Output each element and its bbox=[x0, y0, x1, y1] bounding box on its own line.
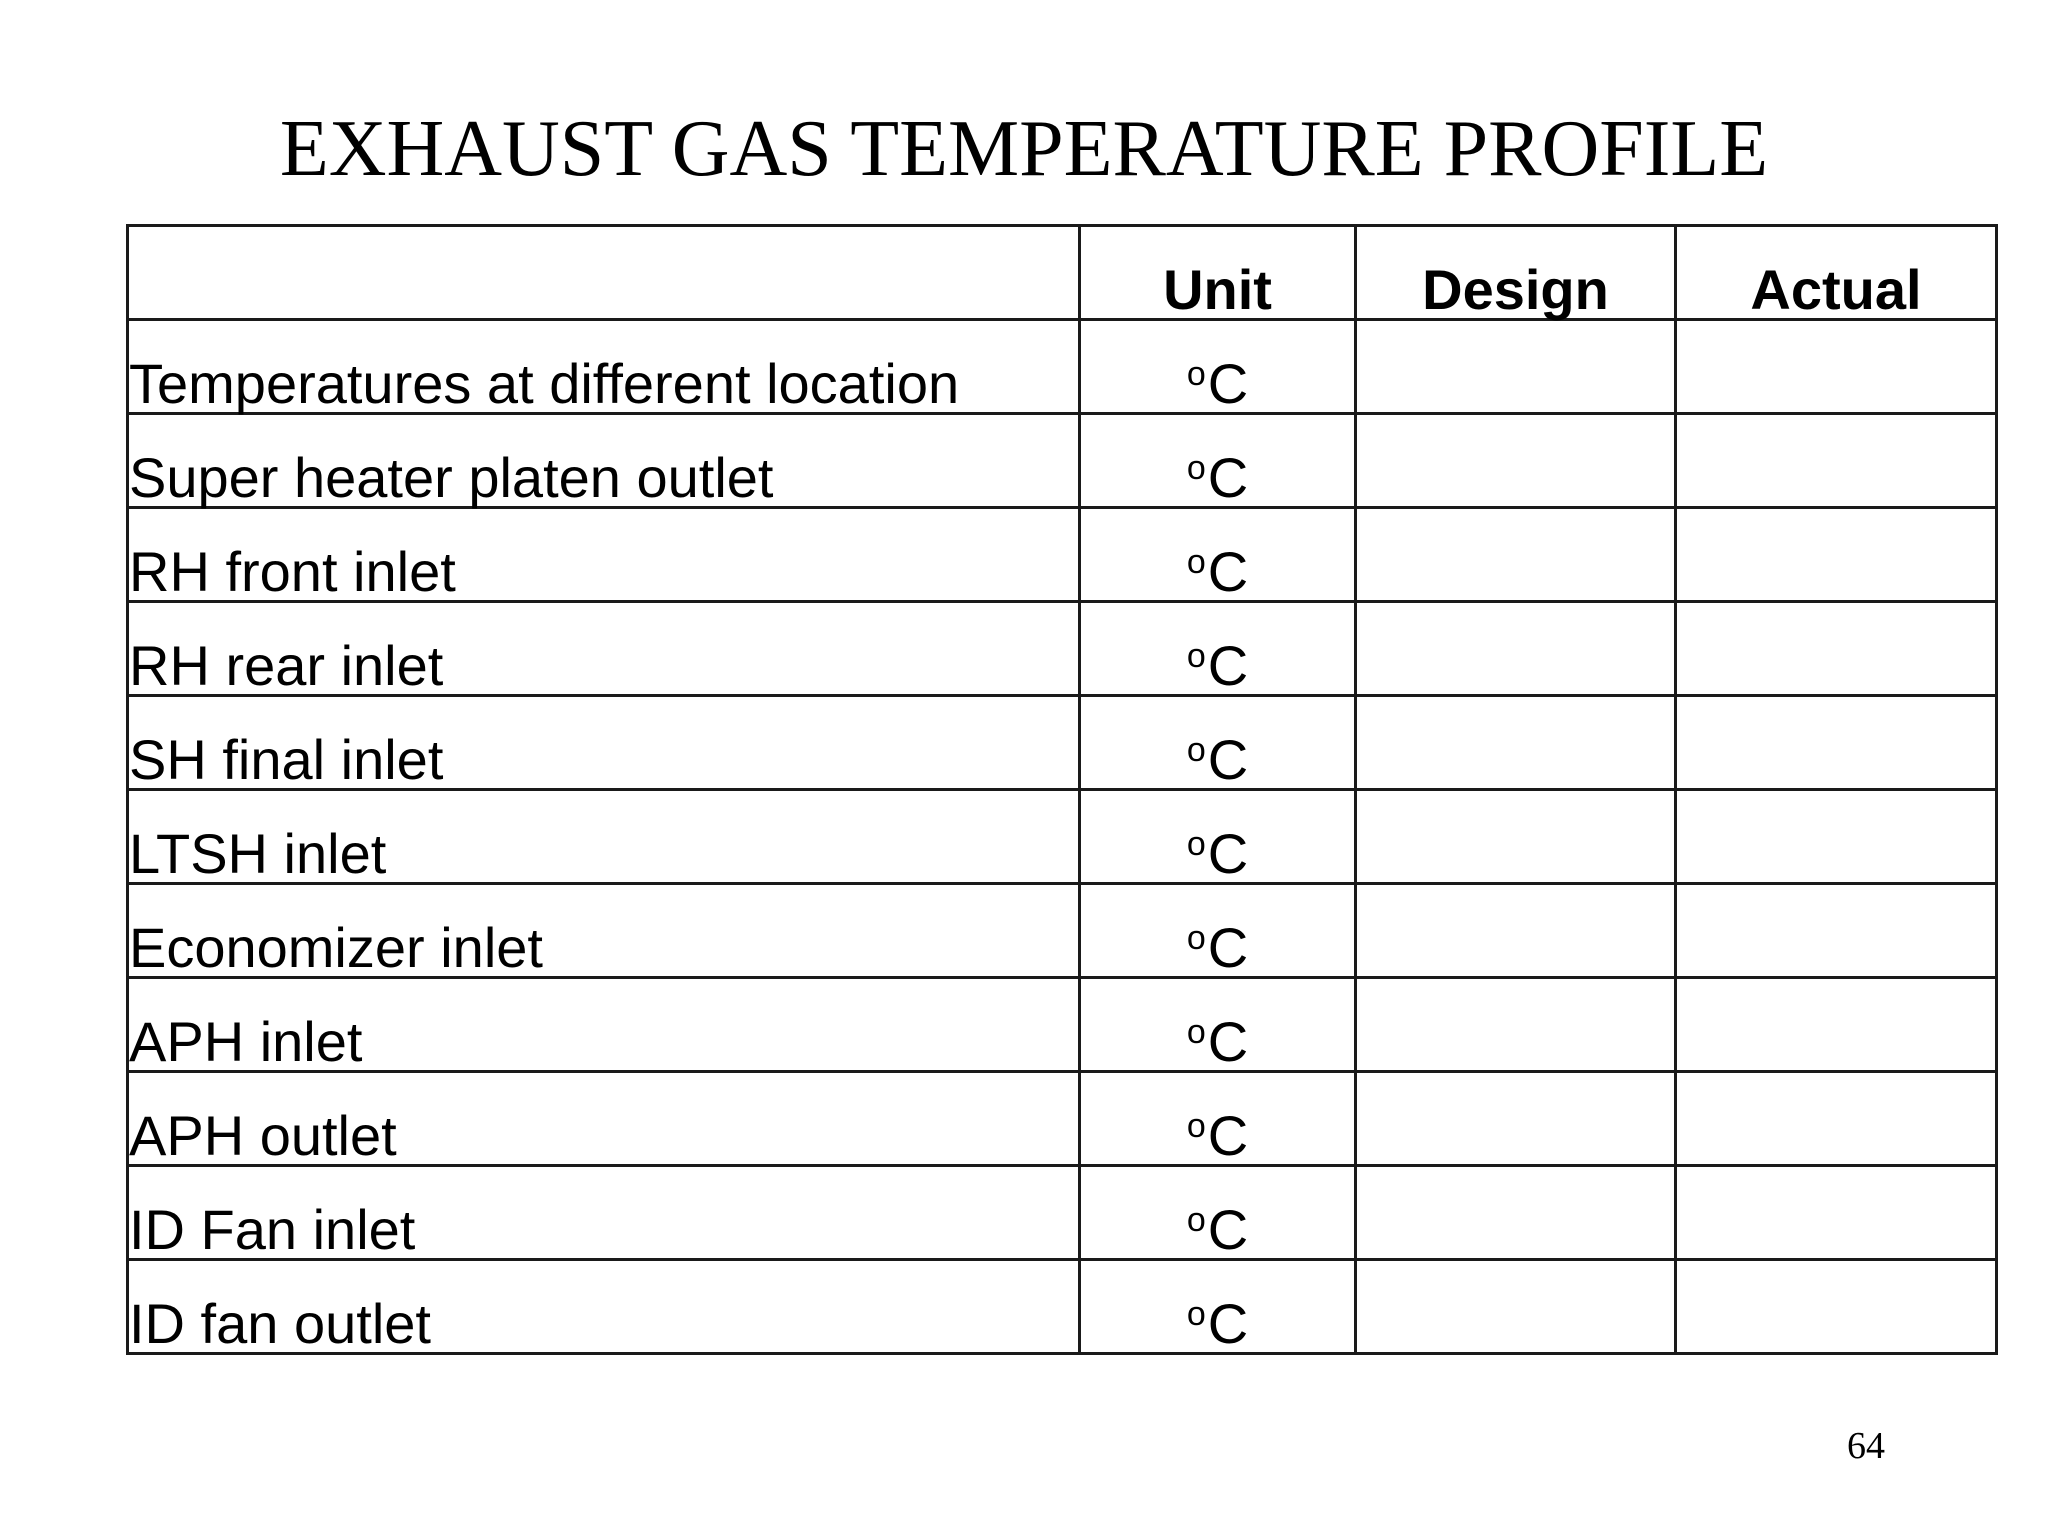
design-value-cell bbox=[1356, 602, 1676, 696]
unit-cell bbox=[1080, 1072, 1356, 1166]
unit-cell bbox=[1080, 508, 1356, 602]
degree-superscript: o bbox=[1186, 355, 1206, 393]
table-row bbox=[128, 884, 1997, 978]
actual-value-cell bbox=[1676, 884, 1997, 978]
design-value-cell bbox=[1356, 1260, 1676, 1354]
degree-superscript: o bbox=[1186, 1013, 1206, 1051]
temperature-profile-table bbox=[126, 224, 1998, 1355]
location-cell: APH outlet bbox=[128, 1072, 1080, 1166]
unit-cell bbox=[1080, 320, 1356, 414]
actual-value-cell bbox=[1676, 414, 1997, 508]
actual-value-cell bbox=[1676, 790, 1997, 884]
degree-superscript: o bbox=[1186, 731, 1206, 769]
actual-value-cell bbox=[1676, 1166, 1997, 1260]
design-value-cell bbox=[1356, 884, 1676, 978]
location-cell: ID fan outlet bbox=[128, 1260, 1080, 1354]
table-row bbox=[128, 978, 1997, 1072]
degree-superscript: o bbox=[1186, 825, 1206, 863]
table-header-row bbox=[128, 226, 1997, 320]
design-value-cell bbox=[1356, 1166, 1676, 1260]
location-cell: APH inlet bbox=[128, 978, 1080, 1072]
unit-letter: C bbox=[1207, 728, 1249, 791]
table-row bbox=[128, 320, 1997, 414]
location-cell: RH rear inlet bbox=[128, 602, 1080, 696]
design-value-cell bbox=[1356, 1072, 1676, 1166]
actual-value-cell bbox=[1676, 508, 1997, 602]
degree-superscript: o bbox=[1186, 1201, 1206, 1239]
unit-letter: C bbox=[1207, 1198, 1249, 1261]
table-row bbox=[128, 602, 1997, 696]
unit-letter: C bbox=[1207, 916, 1249, 979]
header-unit: Unit bbox=[1080, 226, 1356, 320]
table-body bbox=[128, 320, 1997, 1354]
degree-superscript: o bbox=[1186, 1295, 1206, 1333]
design-value-cell bbox=[1356, 790, 1676, 884]
design-value-cell bbox=[1356, 978, 1676, 1072]
design-value-cell bbox=[1356, 696, 1676, 790]
table-row bbox=[128, 1166, 1997, 1260]
unit-cell bbox=[1080, 602, 1356, 696]
page-number: 64 bbox=[1847, 1425, 1885, 1467]
actual-value-cell bbox=[1676, 602, 1997, 696]
unit-letter: C bbox=[1207, 634, 1249, 697]
table-row bbox=[128, 1260, 1997, 1354]
location-cell: ID Fan inlet bbox=[128, 1166, 1080, 1260]
degree-superscript: o bbox=[1186, 1107, 1206, 1145]
degree-superscript: o bbox=[1186, 449, 1206, 487]
design-value-cell bbox=[1356, 414, 1676, 508]
design-value-cell bbox=[1356, 508, 1676, 602]
header-location bbox=[128, 226, 1080, 320]
actual-value-cell bbox=[1676, 696, 1997, 790]
actual-value-cell bbox=[1676, 1072, 1997, 1166]
unit-letter: C bbox=[1207, 446, 1249, 509]
actual-value-cell bbox=[1676, 320, 1997, 414]
unit-cell bbox=[1080, 978, 1356, 1072]
table-row bbox=[128, 414, 1997, 508]
unit-cell bbox=[1080, 414, 1356, 508]
location-cell: SH final inlet bbox=[128, 696, 1080, 790]
unit-cell bbox=[1080, 884, 1356, 978]
unit-cell bbox=[1080, 1260, 1356, 1354]
unit-letter: C bbox=[1207, 1104, 1249, 1167]
unit-cell bbox=[1080, 790, 1356, 884]
location-cell: Temperatures at different location bbox=[128, 320, 1080, 414]
unit-letter: C bbox=[1207, 822, 1249, 885]
header-actual: Actual bbox=[1676, 226, 1997, 320]
slide-title: EXHAUST GAS TEMPERATURE PROFILE bbox=[279, 105, 1769, 193]
actual-value-cell bbox=[1676, 1260, 1997, 1354]
unit-letter: C bbox=[1207, 352, 1249, 415]
table-row bbox=[128, 790, 1997, 884]
unit-cell bbox=[1080, 1166, 1356, 1260]
design-value-cell bbox=[1356, 320, 1676, 414]
header-design: Design bbox=[1356, 226, 1676, 320]
location-cell: Economizer inlet bbox=[128, 884, 1080, 978]
degree-superscript: o bbox=[1186, 919, 1206, 957]
table-row bbox=[128, 1072, 1997, 1166]
degree-superscript: o bbox=[1186, 543, 1206, 581]
unit-cell bbox=[1080, 696, 1356, 790]
degree-superscript: o bbox=[1186, 637, 1206, 675]
table-row bbox=[128, 508, 1997, 602]
location-cell: Super heater platen outlet bbox=[128, 414, 1080, 508]
location-cell: LTSH inlet bbox=[128, 790, 1080, 884]
table-row bbox=[128, 696, 1997, 790]
unit-letter: C bbox=[1207, 1292, 1249, 1355]
unit-letter: C bbox=[1207, 540, 1249, 603]
actual-value-cell bbox=[1676, 978, 1997, 1072]
unit-letter: C bbox=[1207, 1010, 1249, 1073]
location-cell: RH front inlet bbox=[128, 508, 1080, 602]
